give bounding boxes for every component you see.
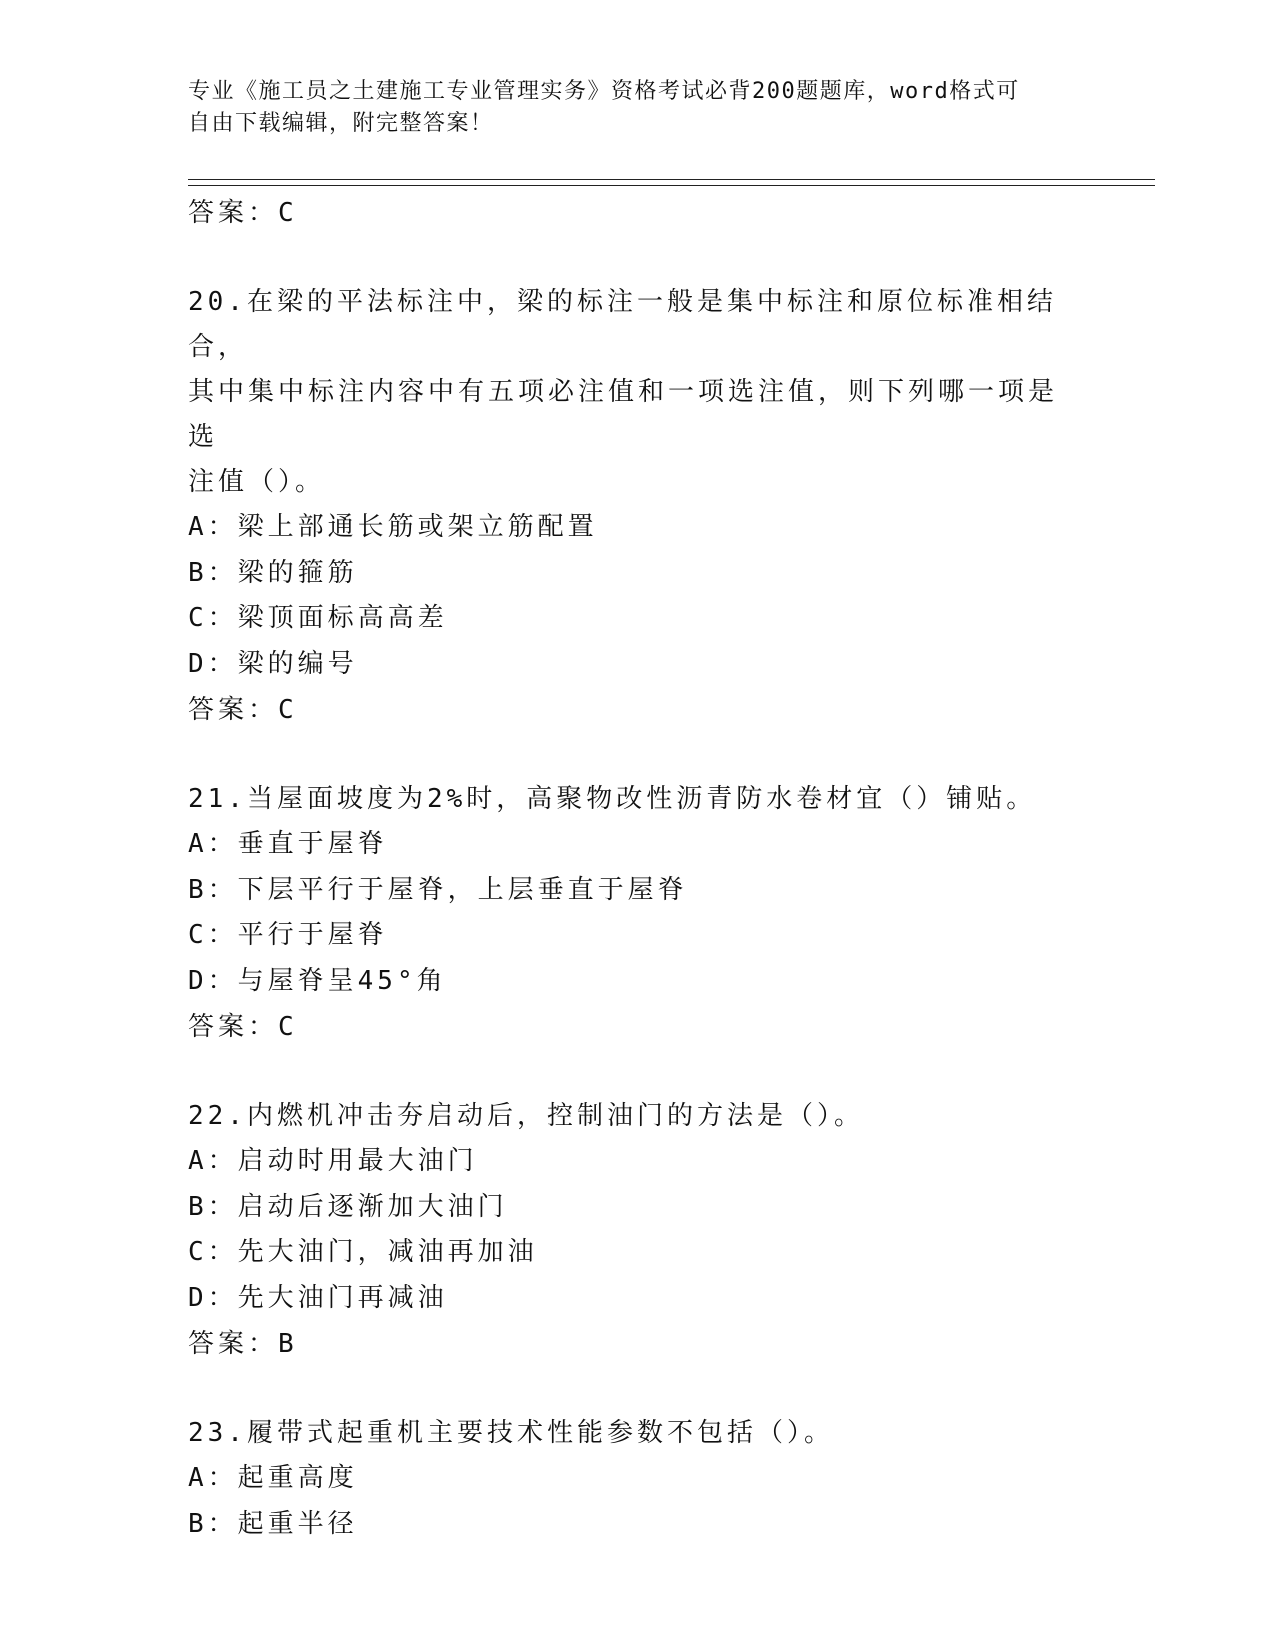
answer: 答案：C [188, 1012, 298, 1042]
answer: 答案：B [188, 1329, 298, 1359]
option-b: B：下层平行于屋脊，上层垂直于屋脊 [188, 874, 688, 905]
answer: 答案：C [188, 695, 298, 725]
question-23 [188, 1411, 1068, 1547]
question-text: 20.在梁的平法标注中，梁的标注一般是集中标注和原位标准相结合， [188, 287, 1057, 362]
option-c: C：先大油门，减油再加油 [188, 1237, 538, 1267]
question-text: 其中集中标注内容中有五项必注值和一项选注值，则下列哪一项是选 [188, 377, 1059, 452]
spacer [188, 236, 1068, 280]
option-a: A：启动时用最大油门 [188, 1146, 478, 1176]
header-divider [188, 179, 1155, 186]
option-a: A：垂直于屋脊 [188, 829, 388, 859]
previous-answer: 答案：C [188, 198, 298, 228]
document-body [188, 190, 1068, 1547]
spacer [188, 1050, 1068, 1094]
question-text: 23.履带式起重机主要技术性能参数不包括（）。 [188, 1418, 834, 1448]
page-header [188, 76, 1068, 140]
option-c: C：梁顶面标高高差 [188, 603, 448, 633]
spacer [188, 733, 1068, 777]
option-a: A：起重高度 [188, 1463, 358, 1493]
option-d: D：先大油门再减油 [188, 1282, 448, 1313]
spacer [188, 1367, 1068, 1411]
question-text: 22.内燃机冲击夯启动后，控制油门的方法是（）。 [188, 1101, 864, 1131]
option-a: A：梁上部通长筋或架立筋配置 [188, 512, 598, 542]
question-20 [188, 280, 1068, 733]
header-title-line-1: 专业《施工员之土建施工专业管理实务》资格考试必背200题题库，word格式可 [188, 79, 1020, 104]
option-b: B：启动后逐渐加大油门 [188, 1191, 508, 1222]
option-b: B：梁的箍筋 [188, 557, 358, 588]
option-c: C：平行于屋脊 [188, 920, 388, 950]
header-title-line-2: 自由下载编辑，附完整答案！ [188, 111, 494, 136]
option-d: D：与屋脊呈45°角 [188, 965, 447, 996]
question-text: 21.当屋面坡度为2%时，高聚物改性沥青防水卷材宜（）铺贴。 [188, 784, 1037, 814]
question-22 [188, 1094, 1068, 1367]
question-text: 注值（）。 [188, 467, 326, 497]
option-d: D：梁的编号 [188, 648, 358, 679]
question-21 [188, 777, 1068, 1050]
option-b: B：起重半径 [188, 1508, 358, 1539]
